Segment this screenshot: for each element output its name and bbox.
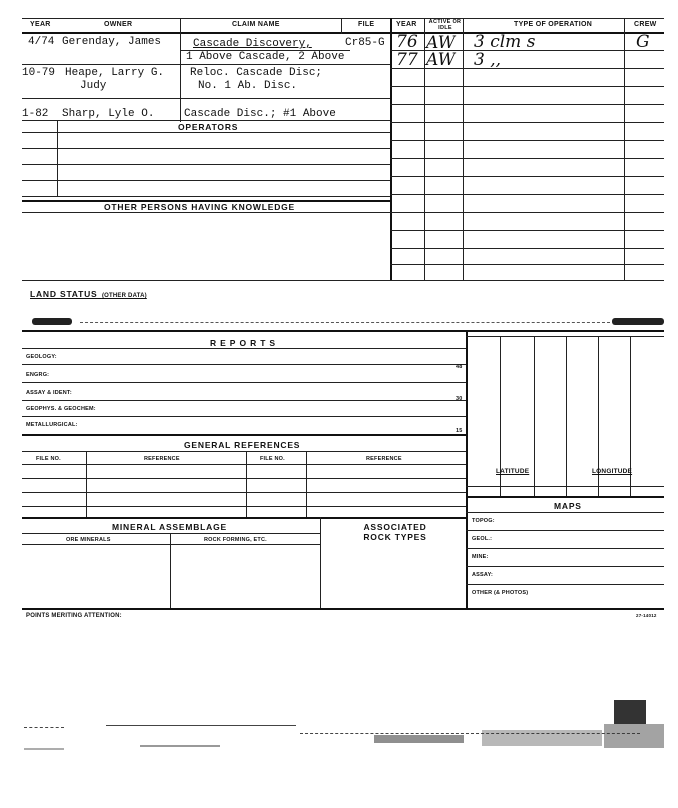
mineral-header-ore: ORE MINERALS (66, 537, 111, 543)
activity-active: AW (426, 33, 456, 53)
claim-name: Cascade Discovery, (193, 38, 312, 50)
claim-year: 10-79 (22, 67, 56, 79)
report-label: GEOLOGY: (26, 354, 57, 360)
scan-noise (604, 724, 664, 748)
activity-operation: 3 clm s (474, 32, 536, 52)
scan-noise (140, 745, 220, 747)
ref-header-reference: REFERENCE (366, 456, 402, 462)
maps-item: GEOL.: (472, 536, 493, 542)
header-type-of-operation: TYPE OF OPERATION (514, 21, 593, 28)
maps-title: MAPS (554, 501, 582, 511)
activity-year: 77 (396, 50, 418, 70)
mineral-header-rock: ROCK FORMING, ETC. (204, 537, 267, 543)
claim-name: No. 1 Ab. Disc. (198, 80, 298, 92)
ref-header-file-no: FILE NO. (36, 456, 61, 462)
header-active-or-idle: ACTIVE OR IDLE (428, 19, 462, 31)
scan-noise (24, 748, 64, 750)
report-label: METALLURGICAL: (26, 422, 78, 428)
reports-title: REPORTS (210, 338, 280, 348)
points-meriting-label: POINTS MERITING ATTENTION: (26, 613, 122, 619)
report-num: 30 (456, 396, 463, 402)
claim-year: 1-82 (22, 108, 49, 120)
activity-year: 76 (396, 32, 418, 52)
latitude-label: LATITUDE (496, 468, 530, 475)
claim-owner: Sharp, Lyle O. (62, 108, 155, 120)
report-num: 48 (456, 364, 463, 370)
maps-item: OTHER (& PHOTOS) (472, 590, 529, 596)
mineral-assemblage-title: MINERAL ASSEMBLAGE (112, 522, 227, 532)
activity-operation: 3 ,, (474, 50, 502, 70)
ref-header-reference: REFERENCE (144, 456, 180, 462)
claim-name: Cascade Disc.; #1 Above (184, 108, 336, 120)
associated-rock-types-title: ASSOCIATED ROCK TYPES (363, 522, 427, 542)
scan-noise (482, 730, 602, 746)
scan-noise (374, 735, 464, 743)
activity-active: AW (426, 50, 456, 70)
land-status-note: (OTHER DATA) (101, 293, 147, 299)
scan-noise-block (614, 700, 646, 724)
maps-item: TOPOG: (472, 518, 495, 524)
other-persons-title: OTHER PERSONS HAVING KNOWLEDGE (104, 202, 296, 212)
header-file: FILE (358, 21, 375, 28)
claim-file: Cr85-G (345, 37, 385, 49)
smudge-right (612, 318, 664, 325)
header-year-2: YEAR (396, 21, 417, 28)
header-year: YEAR (30, 21, 51, 28)
claim-name: Reloc. Cascade Disc; (190, 67, 323, 79)
report-num: 15 (456, 428, 463, 434)
report-label: ENGRG: (26, 372, 50, 378)
header-crew: CREW (634, 21, 657, 28)
smudge-left (32, 318, 72, 325)
ref-header-file-no: FILE NO. (260, 456, 285, 462)
maps-item: MINE: (472, 554, 489, 560)
header-owner: OWNER (104, 21, 133, 28)
report-label: GEOPHYS. & GEOCHEM: (26, 406, 96, 412)
operators-title: OPERATORS (178, 122, 239, 132)
claim-owner: Judy (80, 80, 107, 92)
report-label: ASSAY & IDENT: (26, 390, 72, 396)
longitude-label: LONGITUDE (592, 468, 633, 475)
land-status-heading (30, 284, 147, 302)
general-references-title: GENERAL REFERENCES (184, 440, 301, 450)
form-number: 27-14012 (636, 613, 657, 618)
land-status-title: LAND STATUS (30, 289, 98, 299)
claim-owner: Gerenday, James (62, 36, 162, 48)
claim-name: 1 Above Cascade, 2 Above (186, 51, 345, 63)
maps-item: ASSAY: (472, 572, 494, 578)
claim-year: 4/74 (28, 36, 55, 48)
activity-crew: G (636, 32, 650, 52)
header-claim-name: CLAIM NAME (232, 21, 280, 28)
claim-owner: Heape, Larry G. (65, 67, 165, 79)
